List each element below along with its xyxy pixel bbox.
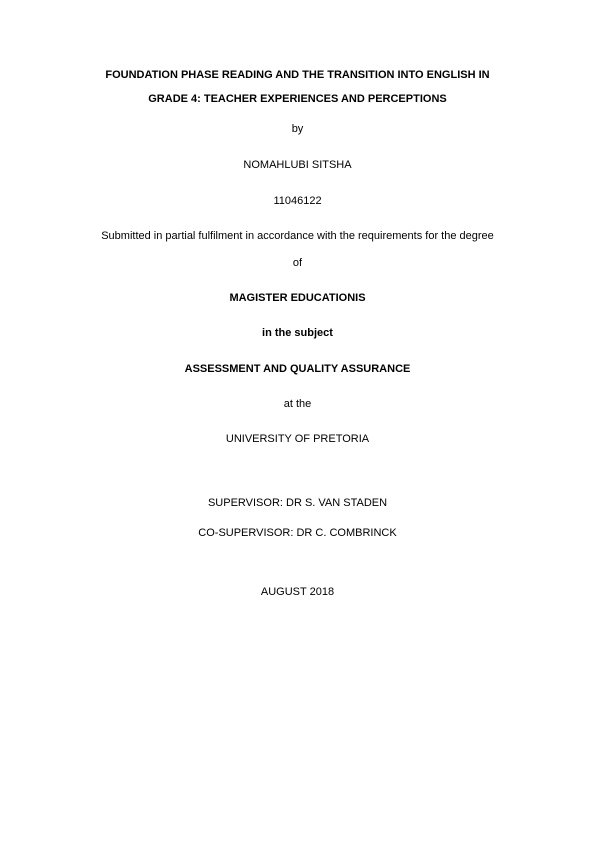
- degree-name: MAGISTER EDUCATIONIS: [229, 292, 366, 304]
- supervisor: SUPERVISOR: DR S. VAN STADEN: [207, 497, 388, 509]
- university-name: UNIVERSITY OF PRETORIA: [225, 433, 370, 445]
- co-supervisor: CO-SUPERVISOR: DR C. COMBRINCK: [198, 527, 397, 539]
- author-name: NOMAHLUBI SITSHA: [243, 159, 352, 171]
- of-label: of: [292, 257, 303, 269]
- by-label: by: [291, 123, 304, 135]
- subject-label: in the subject: [262, 327, 333, 339]
- thesis-title-line-2: GRADE 4: TEACHER EXPERIENCES AND PERCEPTIONS: [148, 93, 447, 105]
- subject-name: ASSESSMENT AND QUALITY ASSURANCE: [184, 363, 411, 375]
- submission-date: AUGUST 2018: [260, 586, 335, 598]
- submission-statement: Submitted in partial fulfilment in accordance with the requirements for the degree: [101, 230, 494, 242]
- at-label: at the: [283, 398, 312, 410]
- student-number: 11046122: [273, 195, 322, 207]
- thesis-title-line-1: FOUNDATION PHASE READING AND THE TRANSITION INTO ENGLISH IN: [105, 69, 490, 81]
